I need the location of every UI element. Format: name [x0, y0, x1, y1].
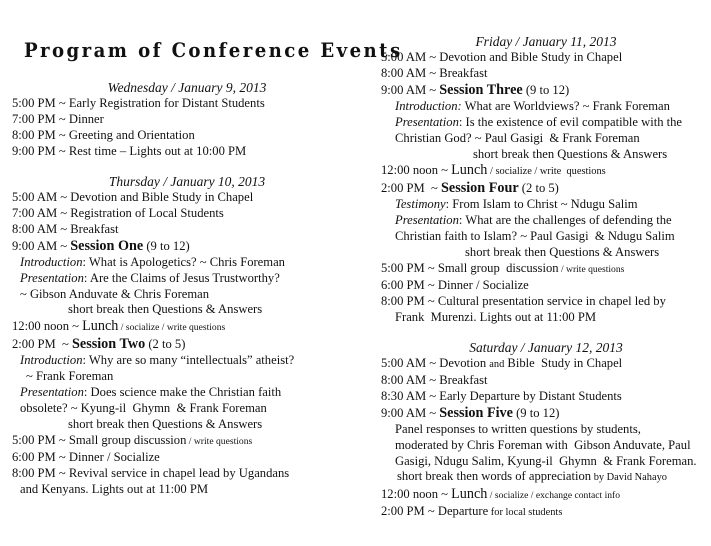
session-break: short break then Questions & Answers: [465, 245, 660, 260]
presentation-speakers: ~ Gibson Anduvate & Chris Foreman: [20, 286, 210, 301]
presentation-text: : Is the existence of evil compatible with the: [458, 114, 683, 129]
session-presentation: [12, 385, 362, 401]
session-range: (2 to 5): [145, 337, 186, 352]
session-introduction: [12, 353, 362, 369]
schedule-item: [12, 433, 362, 450]
schedule-item: 8:00 PM ~ Cultural presentation service in chapel led by: [381, 293, 666, 308]
session-break: [381, 469, 711, 486]
session-name: Session One: [70, 237, 144, 254]
intro-text: : Why are so many “intellectuals” atheist?: [82, 353, 295, 368]
small-group-extra: / write questions: [558, 264, 625, 276]
intro-text: : What is Apologetics? ~ Chris Foreman: [82, 254, 285, 269]
schedule-item: [381, 261, 711, 278]
session-four-header: [381, 180, 711, 197]
intro-label: Introduction: [20, 254, 83, 269]
schedule-item-cont: Frank Murenzi. Lights out at 11:00 PM: [395, 309, 597, 324]
session-presentation: [12, 271, 362, 287]
schedule-item: 6:00 PM ~ Dinner / Socialize: [12, 449, 160, 464]
presentation-text: : What are the challenges of defending the: [458, 213, 672, 228]
small-group-main: 5:00 PM ~ Small group discussion: [381, 261, 559, 276]
presentation-text-cont: Christian God? ~ Paul Gasigi & Frank Foreman: [395, 130, 640, 145]
lunch-label: Lunch: [451, 162, 488, 179]
document-title: Program of Conference Events: [24, 39, 403, 62]
day-heading: Saturday / January 12, 2013: [469, 340, 623, 355]
schedule-item: 7:00 AM ~ Registration of Local Students: [12, 205, 224, 220]
session-time: 9:00 AM ~: [381, 82, 440, 97]
small-group-extra: / write questions: [186, 435, 253, 447]
session-range: (9 to 12): [512, 405, 560, 420]
schedule-item: 5:00 AM ~ Devotion and Bible Study in Chapel: [381, 50, 623, 64]
lunch-item: [381, 486, 711, 504]
session-time: 2:00 PM ~: [12, 337, 72, 352]
session-introduction: [381, 99, 711, 115]
testimony-label: Testimony: [395, 197, 446, 212]
testimony-text: : From Islam to Christ ~ Ndugu Salim: [445, 197, 638, 212]
session-name: Session Three: [439, 81, 523, 98]
session-testimony: [381, 197, 711, 213]
session-one-header: [12, 238, 362, 255]
session-name: Session Five: [439, 404, 513, 421]
break-by: by David Nahayo: [591, 472, 667, 484]
schedule-item: 8:00 PM ~ Revival service in chapel lead by Ugandans: [12, 465, 290, 480]
panel-description: Panel responses to written questions by students,: [395, 421, 641, 436]
presentation-text-cont: obsolete? ~ Kyung-il Ghymn & Frank Foreman: [20, 401, 267, 416]
lunch-extra: / socialize / exchange contact info: [487, 490, 621, 502]
presentation-label: Presentation: [20, 385, 84, 400]
session-introduction: [12, 255, 362, 271]
presentation-label: Presentation: [395, 114, 459, 129]
session-break: short break then Questions & Answers: [68, 302, 263, 317]
session-name: Session Two: [72, 336, 146, 353]
presentation-text-cont: Christian faith to Islam? ~ Paul Gasigi & Ndugu Salim: [395, 229, 675, 244]
schedule-item: 8:00 AM ~ Breakfast: [381, 372, 488, 387]
session-time: 9:00 AM ~: [12, 238, 71, 253]
presentation-label: Presentation: [20, 270, 84, 285]
presentation-text: : Are the Claims of Jesus Trustworthy?: [83, 270, 280, 285]
schedule-item-cont: and Kenyans. Lights out at 11:00 PM: [20, 481, 209, 496]
session-range: (9 to 12): [522, 82, 570, 97]
schedule-item: 8:00 AM ~ Breakfast: [12, 221, 119, 236]
session-break: short break then Questions & Answers: [473, 146, 668, 161]
schedule-item: 8:00 PM ~ Greeting and Orientation: [12, 127, 195, 142]
session-time: 9:00 AM ~: [381, 405, 440, 420]
session-presentation: [381, 213, 711, 229]
session-presentation: [381, 115, 711, 131]
day-wednesday: [12, 80, 362, 160]
devotion-and: and: [489, 359, 505, 370]
session-break: short break then Questions & Answers: [68, 416, 263, 431]
lunch-item: [381, 162, 711, 180]
schedule-item: [381, 356, 711, 373]
intro-label: Introduction:: [395, 98, 462, 113]
presentation-text: : Does science make the Christian faith: [83, 385, 282, 400]
small-group-main: 5:00 PM ~ Small group discussion: [12, 432, 187, 447]
lunch-extra: / socialize / write questions: [487, 166, 606, 178]
departure-main: 2:00 PM ~ Departure: [381, 504, 489, 519]
panel-description: Gasigi, Ndugu Salim, Kyung-il Ghymn & Frank Foreman.: [395, 453, 697, 468]
presentation-label: Presentation: [395, 213, 459, 228]
schedule-item: 7:00 PM ~ Dinner: [12, 111, 104, 126]
day-heading: Thursday / January 10, 2013: [108, 174, 266, 189]
session-name: Session Four: [441, 180, 519, 197]
devotion-text: 5:00 AM ~ Devotion: [381, 356, 490, 370]
schedule-item: 8:00 AM ~ Breakfast: [381, 65, 488, 80]
day-heading: Wednesday / January 9, 2013: [107, 80, 267, 95]
day-friday: [381, 34, 711, 326]
lunch-time: 12:00 noon ~: [381, 487, 452, 502]
session-three-header: [381, 82, 711, 99]
lunch-time: 12:00 noon ~: [381, 163, 452, 178]
lunch-label: Lunch: [451, 486, 488, 503]
break-text: short break then words of appreciation: [397, 469, 592, 484]
lunch-label: Lunch: [82, 318, 119, 335]
lunch-item: [12, 318, 362, 336]
schedule-item: 5:00 AM ~ Devotion and Bible Study in Chapel: [12, 190, 254, 204]
devotion-rest: Bible Study in Chapel: [504, 356, 623, 370]
schedule-item: 8:30 AM ~ Early Departure by Distant Students: [381, 388, 622, 403]
schedule-item: 9:00 PM ~ Rest time – Lights out at 10:00 PM: [12, 143, 247, 158]
intro-text: What are Worldviews? ~ Frank Foreman: [461, 98, 670, 113]
panel-description: moderated by Chris Foreman with Gibson Anduvate, Paul: [395, 437, 691, 452]
session-range: (2 to 5): [518, 181, 559, 196]
departure-extra: for local students: [488, 507, 563, 519]
schedule-item: 6:00 PM ~ Dinner / Socialize: [381, 277, 529, 292]
lunch-extra: / socialize / write questions: [118, 322, 226, 334]
session-five-header: [381, 405, 711, 422]
intro-speaker: ~ Frank Foreman: [26, 369, 114, 384]
day-saturday: [381, 340, 711, 521]
day-thursday: [12, 174, 362, 498]
schedule-item: [381, 504, 711, 521]
session-two-header: [12, 336, 362, 353]
lunch-time: 12:00 noon ~: [12, 319, 83, 334]
session-time: 2:00 PM ~: [381, 181, 441, 196]
schedule-item: 5:00 PM ~ Early Registration for Distant Students: [12, 96, 265, 110]
session-range: (9 to 12): [143, 238, 190, 253]
day-heading: Friday / January 11, 2013: [475, 34, 617, 49]
intro-label: Introduction: [20, 353, 83, 368]
